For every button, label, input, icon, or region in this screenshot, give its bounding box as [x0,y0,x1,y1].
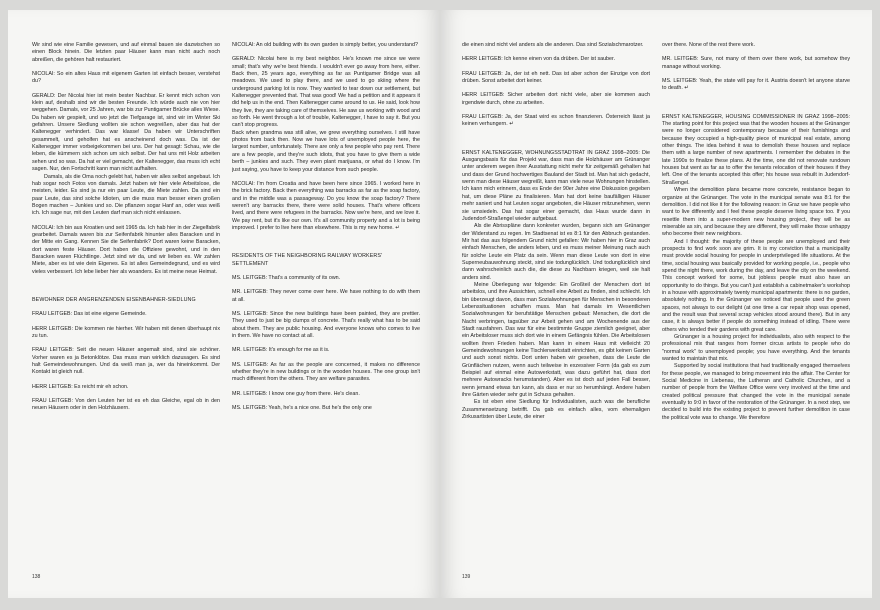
paragraph: FRAU LEITGEB: Ja, der ist eh nett. Das ist aber schon der Einzige von dort drüben. Sonst arbeitet dort keiner. [462,70,650,85]
paragraph: HERR LEITGEB: Es reicht mir eh schon. [32,383,129,390]
paragraph: Supported by social institutions that had traditionally engaged themselves for these people, we managed to bring movement into the affair. The Center for Social Medicine in Liebenau, the Lutheran and Catholic Churches, and a number of people from the Welfare Office were very involved at the time and created political pressure that changed the vote in the municipal senate eventually to 9:0 in favor of the restoration of the Grünanger. In a next step, we decided to build into the existing project to prevent further demolition in case the political vote was to change. We therefore [662,363,850,421]
left-page [8,10,440,598]
paragraph: MS. LEITGEB: Yeah, he's a nice one. But he's the only one [232,405,372,412]
paragraph: die einen sind nicht viel anders als die anderen. Das sind Sozialschmarotzer. [462,42,644,48]
paragraph: When the demolition plans became more concrete, resistance began to organize at the Grünanger. The vote in the municipal senate was 8:1 for the demolition. I did not like it for the following reason: in Graz we have people who want to live differently and I feel these people deserve living space too. If you resettle them into a super-modern new housing project, they will be as miserable as sin, and because they are different, they will make those unhappy who become their new neighbors. [662,187,850,238]
paragraph: Wir sind wie eine Familie gewesen, und auf einmal bauen sie dazwischen so einen Block hinein. Die letzten paar Häuser kann man nicht auch noch abreißen, die gehören halt restauriert. [32,42,220,63]
paragraph: MR. LEITGEB: They never come over here. We have nothing to do with them at all. [232,289,420,303]
paragraph: NICOLAI: So ein altes Haus mit eigenem Garten ist einfach besser, verstehst du? [32,71,220,85]
paragraph: NICOLAI: Ich bin aus Kroatien und seit 1965 da. Ich hab hier in der Ziegelfabrik gearbeitet. Damals waren bis zur Seifenfabrik hinunter alles Baracken und in der Mitte ein Gang. Kennen Sie die Seifenfabrik? Dort waren keine Baracken, dort waren feste Häuser. Dort haben die Offiziere gewohnt, und in den Baracken waren Flüchtlinge. Jetzt sind wir da, und wir lieben es. Wir zahlen Miete, aber es ist wie dein Eigenes. Es ist alles Gemeindegrund, und es wird vieles verbessert. Ich lebe lieber hier als woanders. Es ist meine neue Heimat. [32,224,220,275]
paragraph: NICOLAI: I'm from Croatia and have been here since 1965. I worked here in the brick factory. Back then everything was barracks as far as the soap factory, and in the middle was a passageway. Do you know the soap factory? There weren't any barracks there, there were solid houses. That's where officers lived, and there were refugees in the barracks. Now we're here, and we love it. We pay rent, but it's like our own. It's all community property and a lot is being improved. I prefer to live here than elsewhere. This is my new home. ↵ [232,180,420,231]
paragraph: MR. LEITGEB: It's enough for me as it is. [232,347,330,354]
page-number: 138 [32,574,41,580]
paragraph: GERALD: Nicolai here is my best neighbor. He's known me since we were small; that's why we're best friends. I wouldn't ever go away from here, either. Back then, 25 years ago, everything as far as Puntigamer Bridge was all meadows. We used to play there, and we used to go skiing where the underground parking lot is now. They wanted to tear down our settlement, but Kaltenegger prevented that. That was good! We had a petition and it appears it did help us in the end. Then Kaltenegger came around to us. He said, look how they live, they are taking care of themselves. He saw us working with wood and so forth. He went through a lot of trouble, Kaltenegger, I have to say it. But you can't stop progress. [232,56,420,129]
paragraph: ERNST KALTENEGGER, WOHNUNGSSTADTRAT IN GRAZ 1998–2005: Die Ausgangsbasis für das Projekt war, dass man die Holzhäuser am Grünanger unter anderem wegen ihrer Ausstattung nicht mehr für zeitgemäß gehalten hat und dass der Grund hochwertiges Bauland der Stadt ist. Man hat sich gedacht, wenn man diese Häuser wegreißt, kann man viele neue Wohnungen hinstellen. Ich kann mich erinnern, dass es Ende der 90er Jahre eine Diskussion gegeben hat, um diese Pläne zu finalisieren. Man hat dort keine baufälligen Häuser mehr saniert und hat Leuten sogar angeboten, die Häuser mitzunehmen, wenn sie umsiedeln. Das hat sogar einer gemacht, das Haus wurde dann in Judendorf-Straßengel wieder aufgebaut. [462,149,650,222]
paragraph: FRAU LEITGEB: Ja, der Staat wird es schon finanzieren. Österreich lässt ja keinen verhungern. ↵ [462,114,650,128]
paragraph: over there. None of the rest there work. [662,42,755,48]
right-page-english-column [662,42,850,564]
paragraph: Als die Abrisspläne dann konkreter wurden, begann sich am Grünanger der Widerstand zu regen. Im Stadtsenat ist es 8:1 für den Abbruch gestanden. Mir hat das aus folgendem Grund nicht gefallen: Wir haben hier in Graz auch einfach Menschen, die anders leben, und es muss meiner Meinung nach auch für solche Leute ein Platz da sein. Wenn man diese Leute von dort in eine Superneubauwohnung steckt, sind sie todunglücklich. Und todunglücklich sind dann wahrscheinlich auch die, die diese zu Nachbarn kriegen, weil sie halt anders sind. [462,223,650,281]
page-number: 139 [462,574,471,580]
paragraph: Meine Überlegung war folgende: Ein Großteil der Menschen dort ist arbeitslos, und ihre Aussichten, schnell eine Arbeit zu finden, sind schlecht. Ich bin überzeugt davon, dass man Sozialwohnungen für Menschen in besonderen Lebenssituationen schaffen muss. Man hat damals im Wesentlichen Sozialwohnungen für berufstätige Menschen gebaut: Menschen, die dort die Nacht verbringen, tagsüber zur Arbeit gehen und am Wochenende aus der Stadt rausfahren. Das war für eine bestimmte Gruppe ziemlich geeignet, aber ein Arbeitsloser muss sich dort wie in einem Gefängnis fühlen. Die Arbeitslosen wollten ihren Frieden haben. Man kann in einem Haus mit vielleicht 20 Gemeindewohnungen keine Tischlerwerkstatt einrichten, es gibt keinen Garten und auch sonst nichts. Dort unten haben wir gesehen, dass die Leute die Grünflächen nutzen, wenn auch teilweise in exzessiver Form (da gab es zum Beispiel auf einmal eine Autowerkstatt, was dazu geführt hat, dass dort mehrere Autowracks herumstanden). Aber es ist doch auf jeden Fall besser, wenn jemand etwas tun kann, als dass er nur so herumhängt. Andere haben ihre Gärten wieder sehr gut in Schuss gehalten. [462,281,650,399]
paragraph: MR. LEITGEB: Sure, not many of them over there work, but somehow they manage without working. [662,56,850,70]
paragraph: Back when grandma was still alive, we grew everything ourselves. I still have photos from back then. Now we have lots of unemployed people here, the largest number, unfortunately. There are only a few people who pay rent. There are a few people, and they're such idiots, that you have to give them a wide berth – junkies and such. They even plant marijuana, or what do I know. I'm just saying, you have to keep your distance from such people. [232,129,420,173]
right-page-german-column [462,42,650,564]
paragraph: HERR LEITGEB: Die kommen nie hierher. Wir haben mit denen überhaupt nix zu tun. [32,325,220,339]
paragraph: FRAU LEITGEB: Seit die neuen Häuser angemalt sind, sind sie schöner. Vorher waren es ja Betonklötze. Das muss man wirklich dazusagen. Es sind halt Gemeindewohnungen. Und da weiß man ja, wer da hineinkommt. Der Kontakt ist gleich null. [32,347,220,376]
paragraph: Grünanger is a housing project for individualists, also with respect to the professional mix that ranges from former circus artists to people who do "normal work" to unemployed people; you have everything. And the tenants wanted to maintain that mix. [662,334,850,363]
spacer [32,283,220,297]
paragraph: Es ist eben eine Siedlung für Individualisten, auch was die berufliche Zusammensetzung betrifft. Da gab es einfach alles, vom ehemaligen Zirkusartisten über Leute, die einer [462,399,650,421]
paragraph: FRAU LEITGEB: Von den Leuten her ist es eh das Gleiche, egal ob in den neuen Häusern oder in den Holzhäusern. [32,398,220,412]
paragraph: MS. LEITGEB: That's a community of its own. [232,274,341,281]
paragraph: MS. LEITGEB: Yeah, the state will pay for it. Austria doesn't let anyone starve to death. ↵ [662,78,850,92]
paragraph: HERR LEITGEB: Ich kenne einen von da drüben. Der ist sauber. [462,56,615,63]
right-page [440,10,872,598]
paragraph: FRAU LEITGEB: Das ist eine eigene Gemeinde. [32,311,147,318]
paragraph: Damals, als die Oma noch gelebt hat, haben wir alles selbst angebaut. Ich hab sogar noch Fotos von damals. Jetzt haben wir hier viele Arbeitslose, die meisten, leider. Es sind ja nur ein paar Leute, die Miete zahlen. Da sind ein paar Leute, das sind solche Idioten, um die muss man besser einen großen Bogen machen – Junkies und so. Die pflanzen sogar Hanf an, oder was weiß ich. Ich sage nur, mit den Leuten darf man sich nicht einlassen. [32,173,220,217]
spacer [462,136,650,150]
paragraph: MS. LEITGEB: As far as the people are concerned, it makes no difference whether they're in new buildings or in the wooden houses. The one group isn't much different from the others. They are welfare parasites. [232,361,420,383]
paragraph: MR. LEITGEB: I know one guy from there. He's clean. [232,390,360,397]
paragraph: And I thought: the majority of these people are unemployed and their prospects to find work soon are grim. It is my conviction that a municipality must provide social housing for people in underprivileged life situations. At the time, social housing was basically provided for working people, i.e., people who spend the night there, work during the day, and leave the city on the weekend. This concept worked for some, but jobless people must also have an opportunity to do things. But you can't just establish a cabinetmaker's workshop in a house with approximately twenty municipal apartments: there is no garden, absolutely nothing. In the Grünanger we noticed that people used the green spaces, not always to our delight (at one time a car repair shop was opened, and the result was that several scrap vehicles stood around there). But in any case, it is always better if people do something instead of idling. There were others who tended their gardens with great care. [662,238,850,333]
left-page-english-column [232,42,420,564]
spacer [662,100,850,114]
left-page-german-column [32,42,220,564]
section-heading: RESIDENTS OF THE NEIGHBORING RAILWAY WORKERS' SETTLEMENT [232,253,383,267]
paragraph: HERR LEITGEB: Sicher arbeiten dort nicht viele, aber sie kommen auch irgendwie durch, ohne zu arbeiten. [462,92,650,106]
spacer [232,239,420,253]
paragraph: MS. LEITGEB: Since the new buildings have been painted, they are prettier. They used to just be big clumps of concrete. That's really what has to be said about them. They are public housing. And everyone knows who comes to live in them. We have no contact at all. [232,310,420,339]
paragraph: GERALD: Der Nicolai hier ist mein bester Nachbar. Er kennt mich schon von klein auf, deshalb sind wir die besten Freunde. Ich würde auch nie von hier weggehen. Damals, vor 25 Jahren, war bis zur Puntigamer Brücke alles Wiese. Da haben wir gespielt, und wo jetzt die Tiefgarage ist, sind wir im Winter Ski gefahren. Unsere Siedlung wollten sie schon wegreißen, aber das hat der Kaltenegger verhindert. Das war klasse! Da haben wir Unterschriften gesammelt, und geholfen hat es anscheinend doch was. Da ist der Kaltenegger immer vorbeigekommen bei uns. Der hat gesagt: Schau, wie die leben, die kümmern sich schon um sich selbst. Der hat uns mit Holz arbeiten sehen und so was. Da hat er viel gemacht, der Kaltenegger, das muss ich echt sagen. Nur, den Fortschritt kann man nicht aufhalten. [32,92,220,173]
paragraph: ERNST KALTENEGGER, HOUSING COMMISSIONER IN GRAZ 1998–2005: The starting point for this project was that the wooden houses at the Grünanger were no longer considered contemporary because of their furnishings and because they occupied a high-quality piece of municipal real estate, among other things. The idea behind it was to demolish these houses and replace them with a large number of new apartments. I remember the debates in the late 1990s to finalize these plans. At the time, one did not renovate rundown houses but went as far as to offer the tenants relocation of their houses if they left. One of the tenants accepted this offer; his house was rebuilt in Judendorf-Straßengel. [662,113,850,186]
paragraph: NICOLAI: An old building with its own garden is simply better, you understand? [232,42,418,48]
section-heading: BEWOHNER DER ANGRENZENDEN EISENBAHNER-SIEDLUNG [32,296,196,303]
